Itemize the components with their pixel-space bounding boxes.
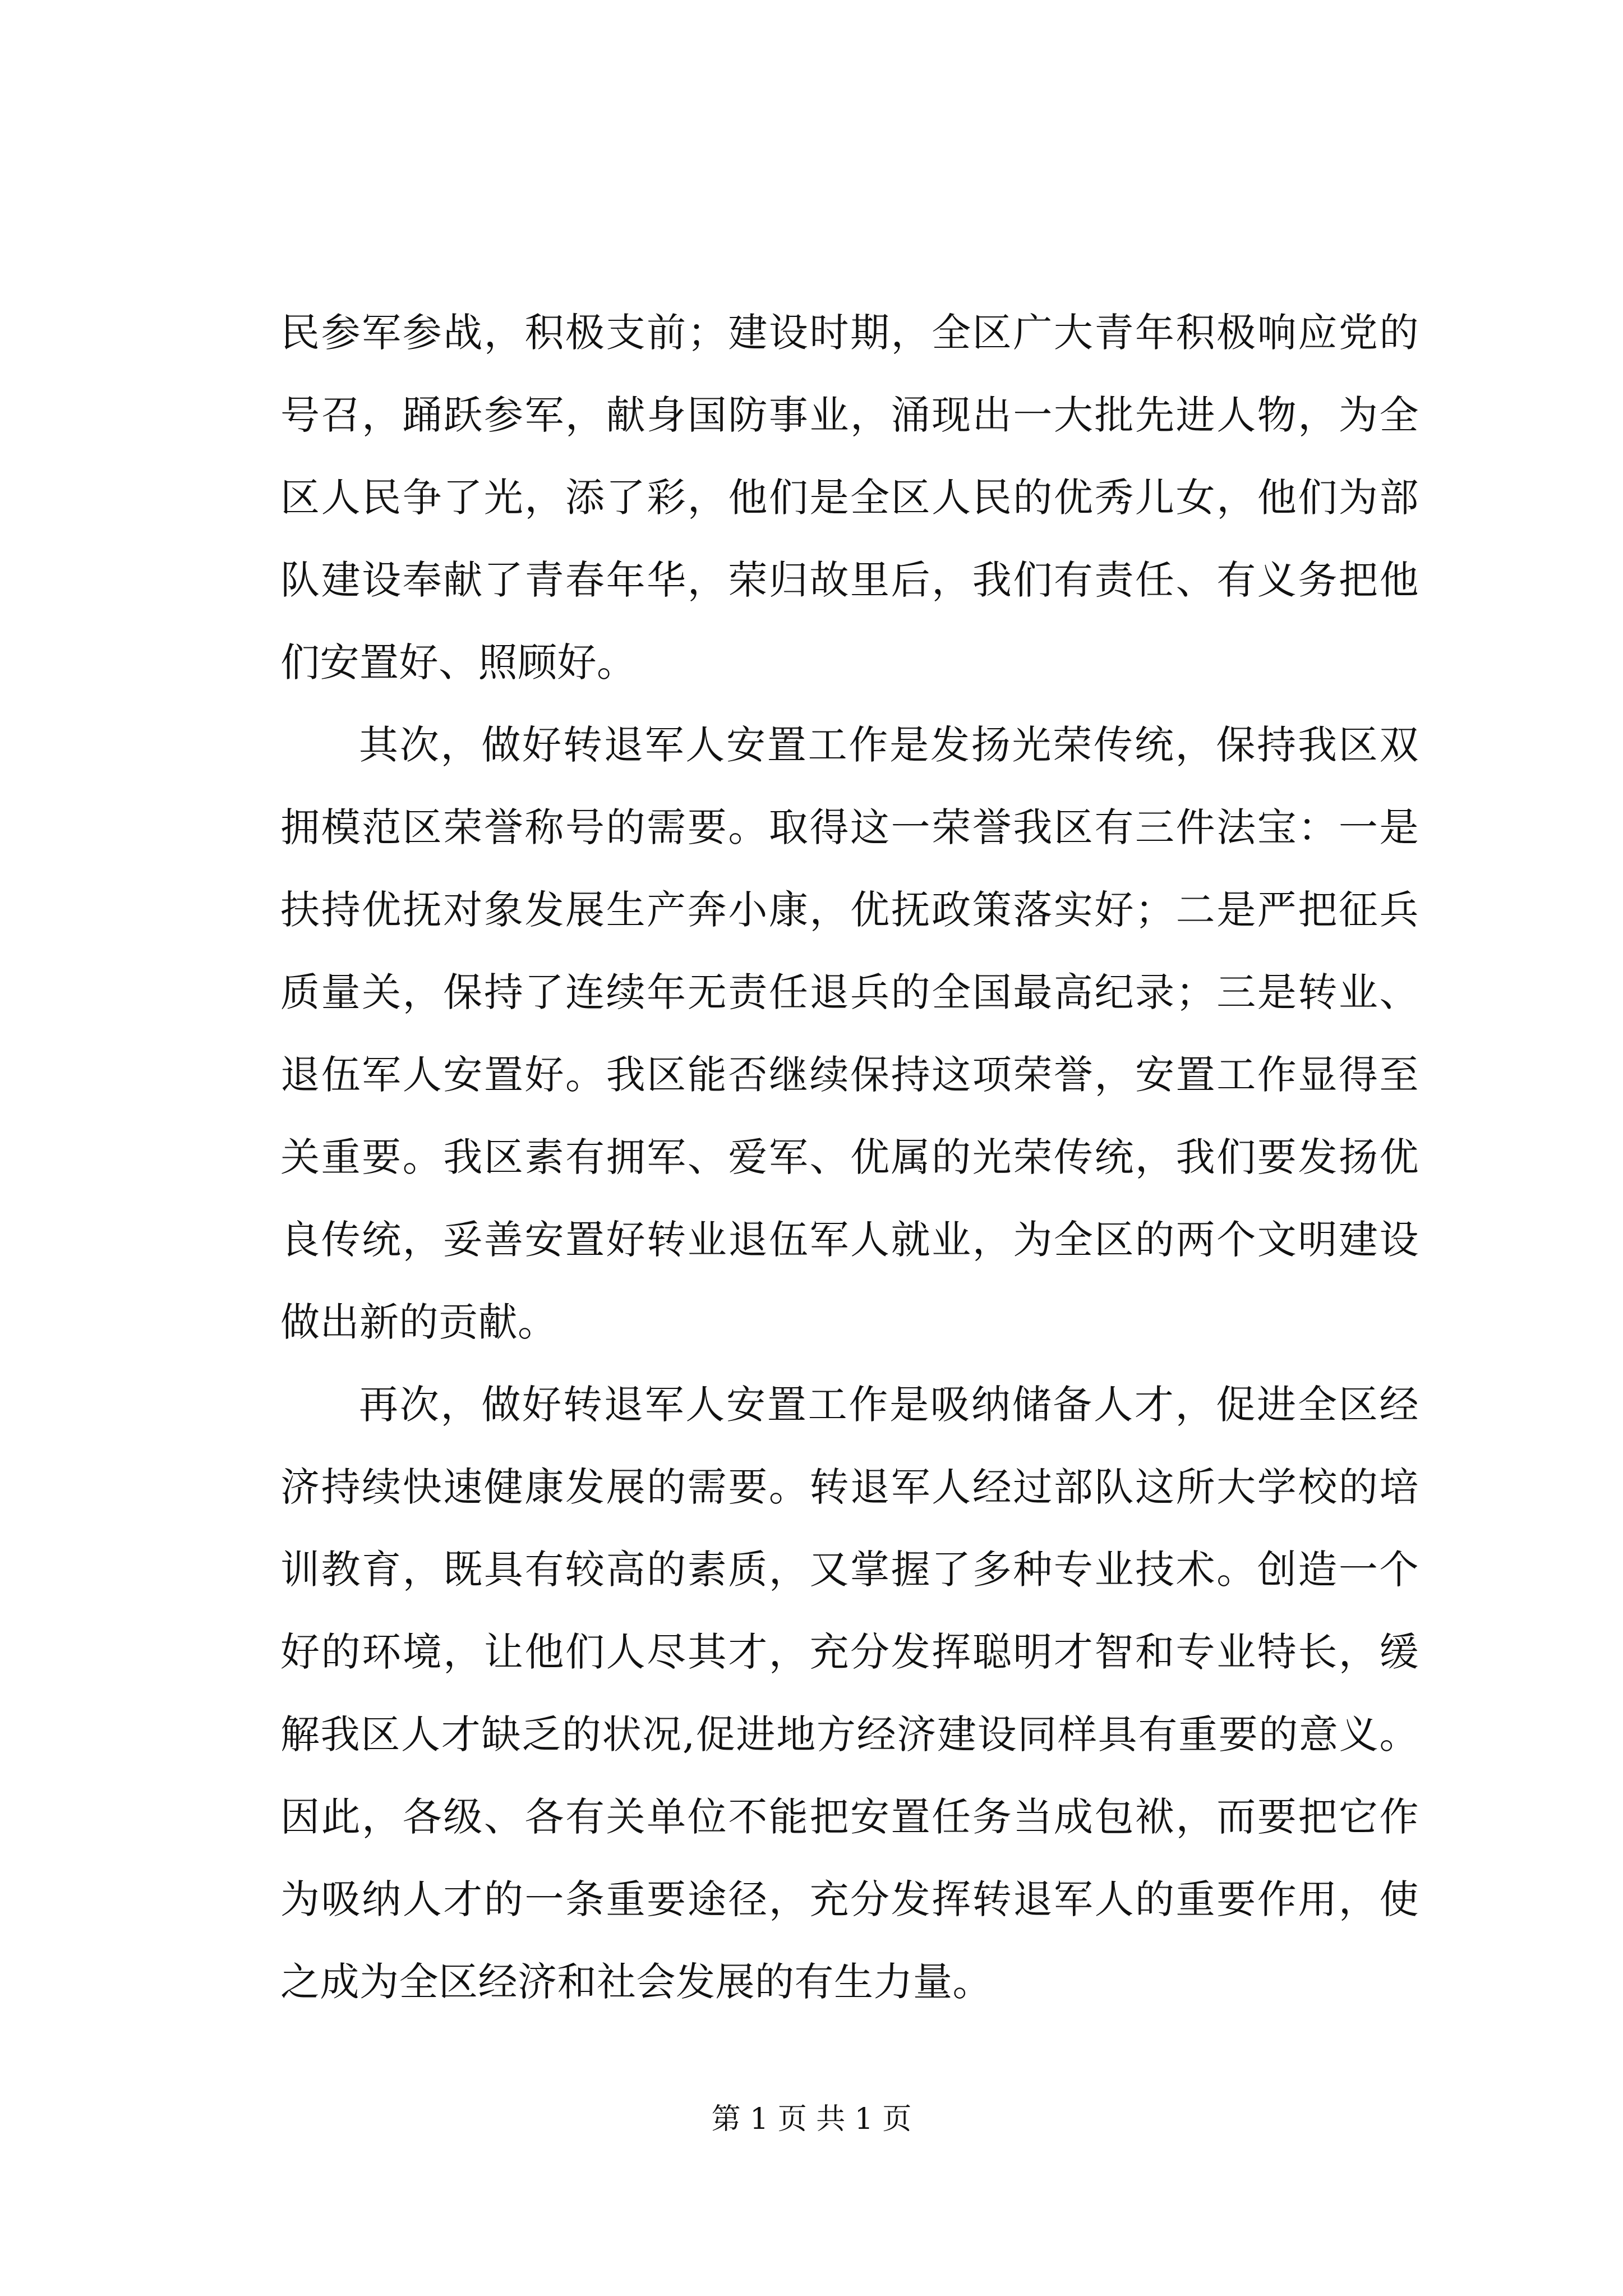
paragraph-continuation: 民参军参战，积极支前；建设时期，全区广大青年积极响应党的号召，踊跃参军，献身国防事业，涌现出一大批先进人物，为全区人民争了光，添了彩，他们是全区人民的优秀儿女，他们为部队建设奉献了青春年华，荣归故里后，我们有责任、有义务把他们安置好、照顾好。 [280,310,1419,685]
page-footer: 第 1 页 共 1 页 [711,2102,912,2136]
paragraph-second-point: 其次，做好转退军人安置工作是发扬光荣传统，保持我区双拥模范区荣誉称号的需要。取得这一荣誉我区有三件法宝：一是扶持优抚对象发展生产奔小康，优抚政策落实好；二是严把征兵质量关，保持了连续年无责任退兵的全国最高纪录；三是转业、退伍军人安置好。我区能否继续保持这项荣誉，安置工作显得至关重要。我区素有拥军、爱军、优属的光荣传统，我们要发扬优良传统，妥善安置好转业退伍军人就业，为全区的两个文明建设做出新的贡献。 [280,722,1419,1345]
document-body [280,292,1419,2023]
paragraph-third-point: 再次，做好转退军人安置工作是吸纳储备人才，促进全区经济持续快速健康发展的需要。转退军人经过部队这所大学校的培训教育，既具有较高的素质，又掌握了多种专业技术。创造一个好的环境，让他们人尽其才，充分发挥聪明才智和专业特长，缓解我区人才缺乏的状况,促进地方经济建设同样具有重要的意义。因此，各级、各有关单位不能把安置任务当成包袱，而要把它作为吸纳人才的一条重要途径，充分发挥转退军人的重要作用，使之成为全区经济和社会发展的有生力量。 [280,1382,1419,2005]
